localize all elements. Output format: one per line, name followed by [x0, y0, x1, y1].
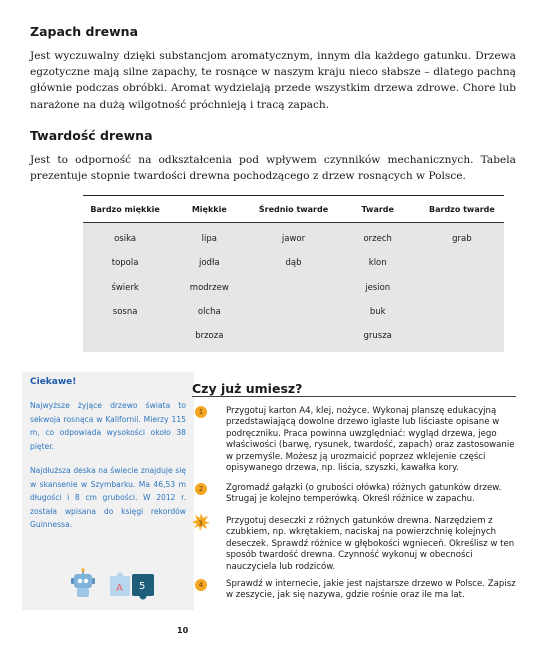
table-cell: klon — [368, 258, 387, 269]
quiz-divider — [192, 396, 516, 397]
puzzle-piece-icon — [110, 573, 130, 597]
table-header-cell: Średnio twarde — [258, 204, 329, 214]
table-cell: świerk — [111, 282, 139, 293]
star-badge-icon — [192, 513, 210, 531]
table-row — [83, 300, 504, 324]
page-number: 10 — [177, 626, 189, 635]
table-row — [83, 276, 504, 300]
puzzle-piece-icon — [132, 574, 154, 600]
table-cell: brzoza — [195, 331, 224, 342]
table-cell: buk — [369, 307, 386, 318]
table-header-row — [83, 196, 504, 223]
robot-puzzle-illustration — [70, 568, 162, 600]
task-number-badge: 3 — [198, 519, 203, 528]
table-cell: jesion — [365, 282, 391, 293]
sidebar-fact-tree: Najwyższe żyjące drzewo świata to sekwoja rosnąca w Kalifornii. Mierzy 115 m, co odpowiada wysokości około 38 pięter. — [30, 401, 186, 451]
task-number-badge: 2 — [195, 483, 207, 495]
section-text-smell: Jest wyczuwalny dzięki substancjom aromatycznym, innym dla każdego gatunku. Drzewa egzotyczne mają silne zapachy, te rosnące w naszym kraju nieco słabsze – dlatego pachną głównie podczas obróbki. Aromat wydzielają przede wszystkim drzewa zdrowe. Chore lub narażone na dużą wilgotność próchnieją i tracą zapach. — [30, 50, 516, 111]
puzzle-letter: A — [116, 583, 123, 594]
table-cell: dąb — [285, 258, 302, 269]
hardness-table — [83, 195, 504, 352]
section-title-smell: Zapach drewna — [30, 24, 139, 39]
table-cell: jawor — [281, 234, 306, 245]
table-header-cell: Miękkie — [191, 204, 227, 214]
table-header-cell: Twarde — [361, 204, 394, 214]
table-row — [83, 251, 504, 275]
sidebar-title: Ciekawe! — [30, 377, 77, 387]
task-text: Przygotuj deseczki z różnych gatunków drewna. Narzędziem z czubkiem, np. wkrętakiem, naciskaj na powierzchnię kolejnych deseczek. Sprawdź różnice w głębokości wgnieceń. Określisz w ten sposób twardość drewna. Czynność wykonuj w obecności nauczyciela lub rodziców. — [226, 516, 515, 572]
table-cell: jodła — [199, 258, 220, 269]
table-cell: olcha — [197, 307, 221, 318]
table-cell: osika — [114, 234, 137, 245]
table-row — [83, 227, 504, 251]
table-header-cell: Bardzo miękkie — [90, 204, 160, 214]
table-cell: topola — [111, 258, 139, 269]
quiz-title: Czy już umiesz? — [192, 381, 303, 396]
table-cell: lipa — [201, 234, 217, 245]
table-cell: grusza — [363, 331, 392, 342]
task-text: Przygotuj karton A4, klej, nożyce. Wykonaj planszę edukacyjną przedstawiającą dowolne drzewo iglaste lub liściaste opisane w podręczniku. Praca powinna uwzględniać: wygląd drzewa, jego właściwości (barwę, rysunek, twardość, zapach) oraz zastosowanie w przemyśle. Możesz ją urozmaicić poprzez wklejenie części opisywanego drzewa, np. liścia, szyszki, kawałka kory. — [226, 406, 515, 474]
section-title-hardness: Twardość drewna — [30, 128, 153, 143]
table-cell: orzech — [363, 234, 392, 245]
task-number-badge: 4 — [195, 579, 207, 591]
section-text-hardness: Jest to odporność na odkształcenia pod wpływem czynników mechanicznych. Tabela prezentuje stopnie twardości drewna pochodzącego z drzew rosnących w Polsce. — [30, 154, 516, 183]
table-cell: modrzew — [189, 282, 229, 293]
table-cell: sosna — [112, 307, 138, 318]
table-header-cell: Bardzo twarde — [429, 204, 495, 214]
table-cell: grab — [452, 234, 472, 245]
robot-icon — [71, 568, 95, 597]
task-text: Zgromadź gałązki (o grubości ołówka) różnych gatunków drzew. Strugaj je kolejno temperówką. Określ różnice w zapachu. — [226, 483, 502, 505]
table-row — [83, 324, 504, 348]
task-text: Sprawdź w internecie, jakie jest najstarsze drzewo w Polsce. Zapisz w zeszycie, jak się nazywa, gdzie rośnie oraz ile ma lat. — [226, 579, 516, 601]
sidebar-fact-board: Najdłuższa deska na świecie znajduje się w skansenie w Szymbarku. Ma 46,53 m długości i 8 cm grubości. W 2012 r. została wpisana do księgi rekordów Guinnessa. — [30, 466, 186, 529]
table-body — [83, 223, 504, 352]
task-number-badge: 1 — [195, 406, 207, 418]
puzzle-number: 5 — [139, 581, 146, 592]
